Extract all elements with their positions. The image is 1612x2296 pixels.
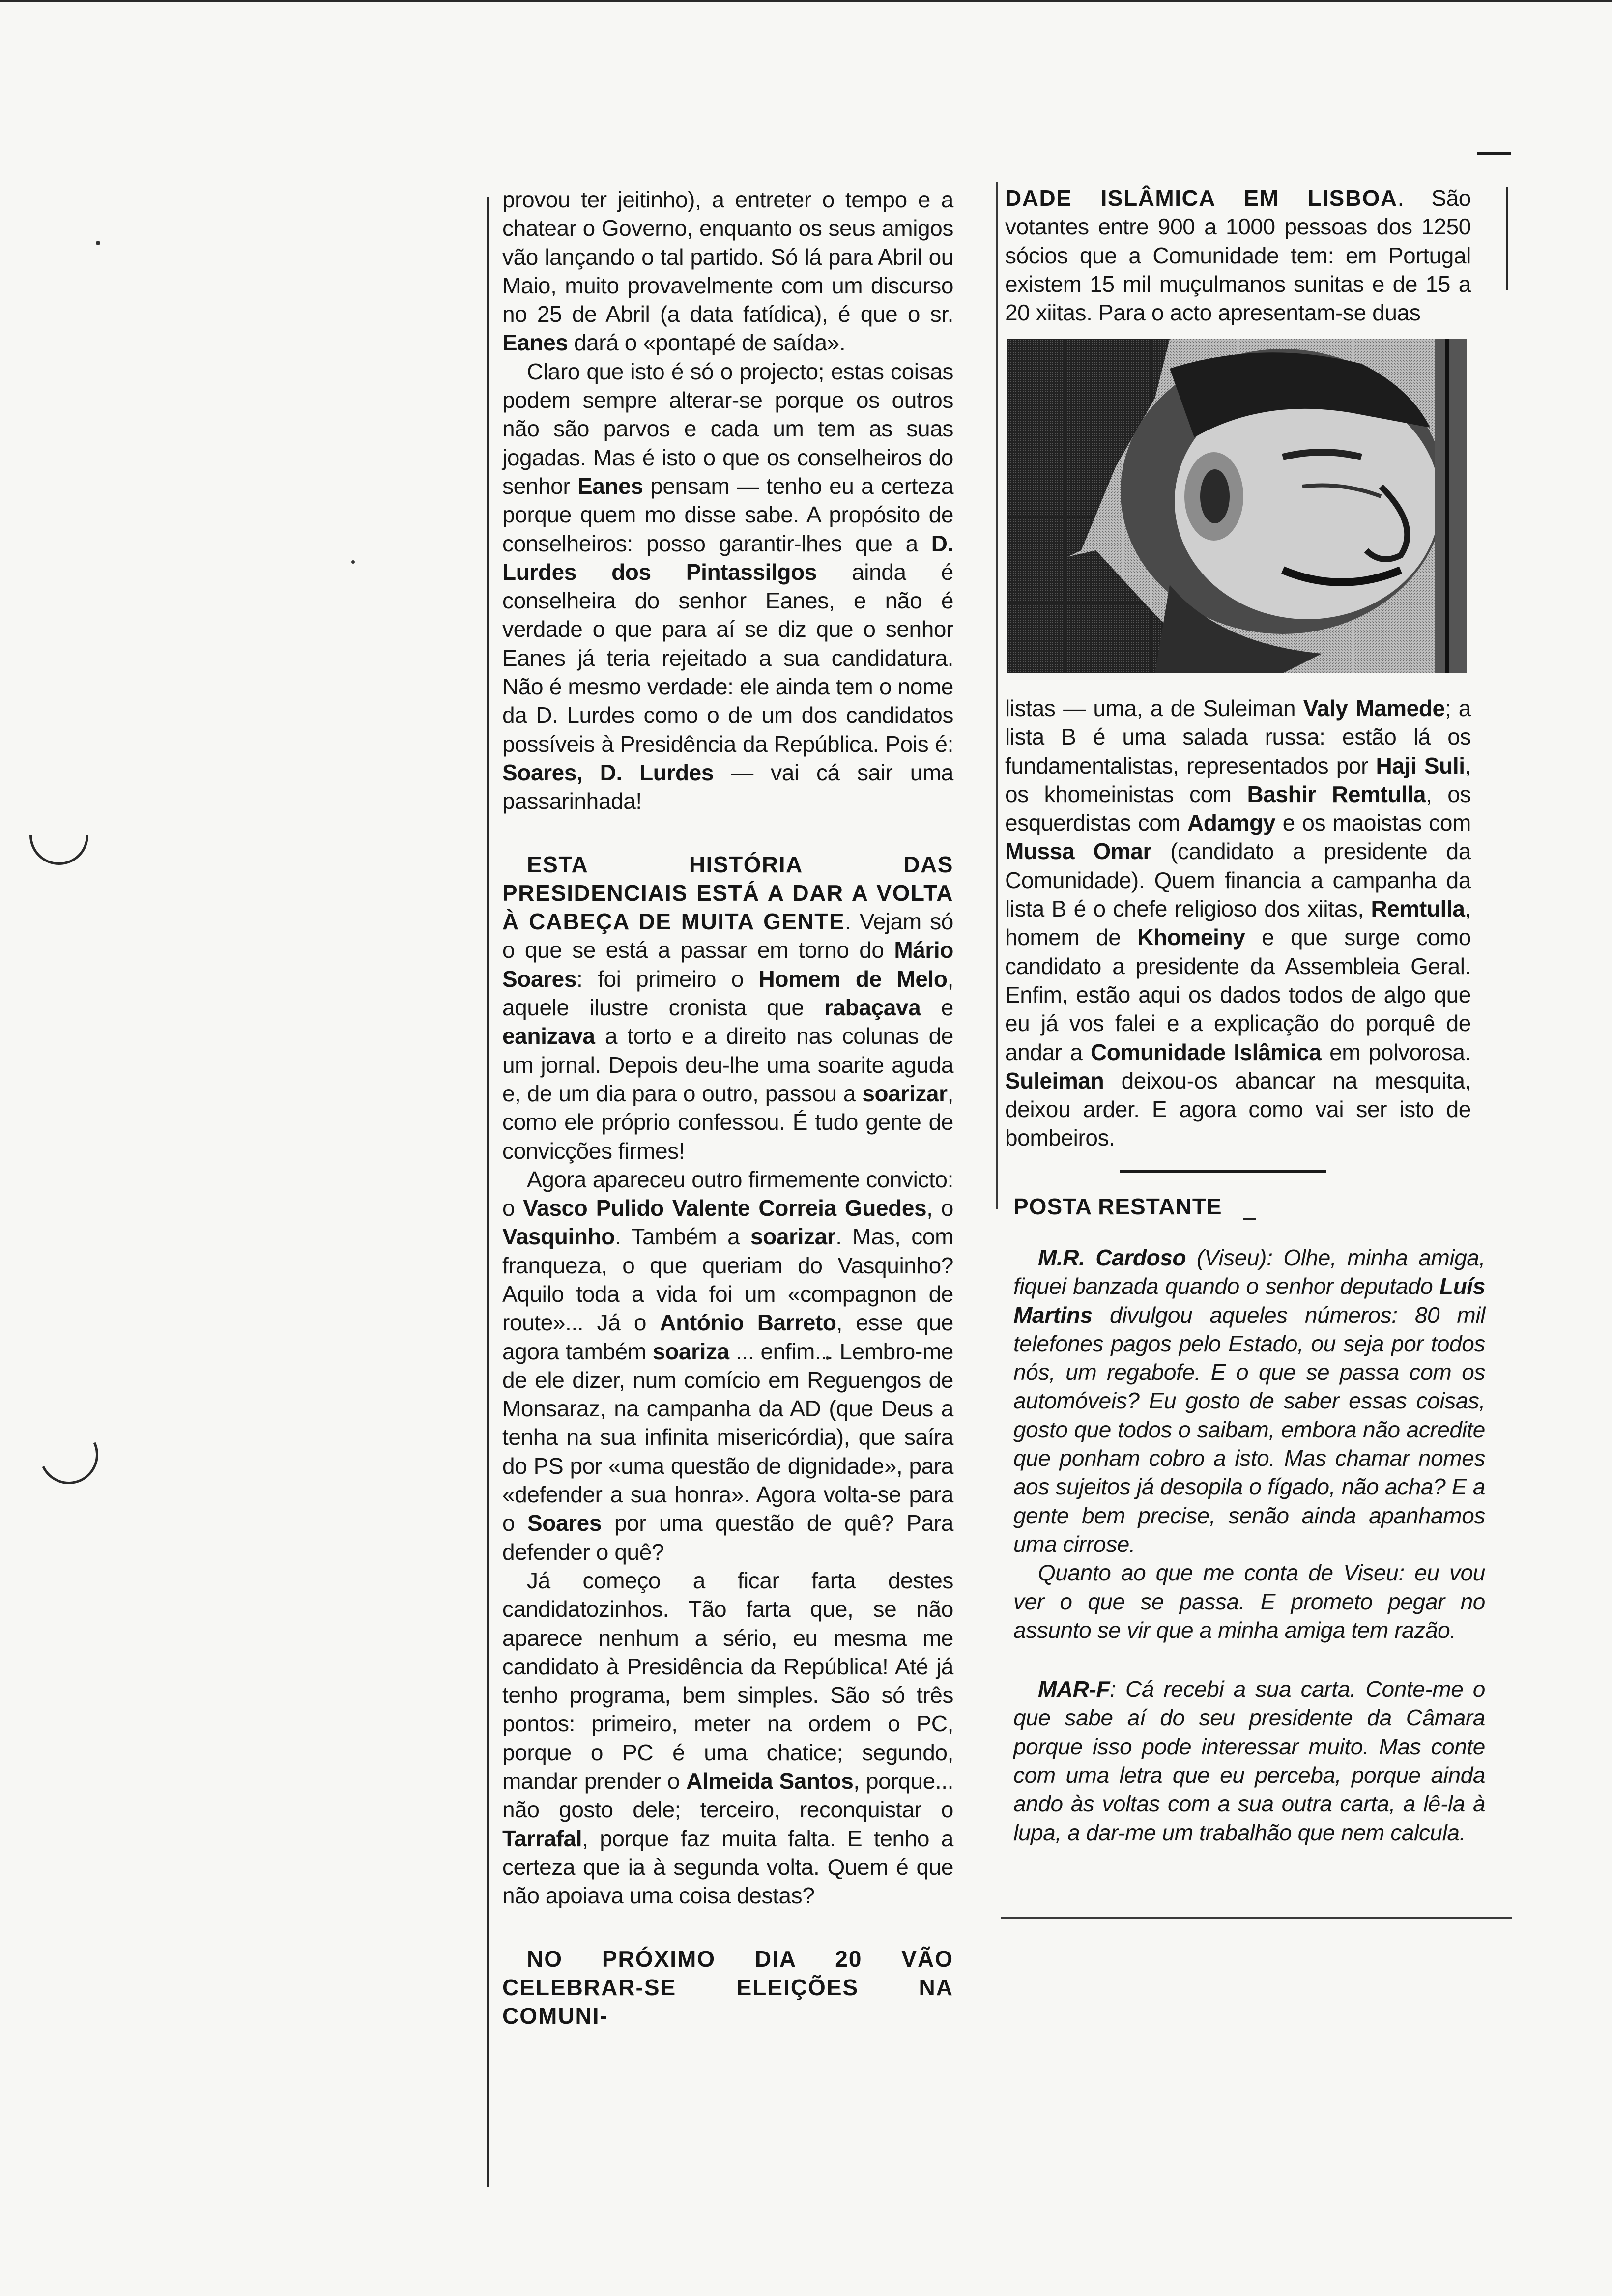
section-heading: NO PRÓXIMO DIA 20 VÃO CELEBRAR-SE ELEIÇÕES NA COMUNI-	[502, 1946, 953, 2029]
paragraph: Claro que isto é só o projecto; estas coisas podem sempre alterar-se porque os outros não são parvos e cada um tem as suas jogadas. Mas é isto o que os conselheiros do senhor Eanes pensam — tenho eu a certeza porque quem mo disse sabe. A propósito de conselheiros: posso garantir-lhes que a D. Lurdes dos Pintassilgos ainda é conselheira do senhor Eanes, e não é verdade o que para aí se diz que o senhor Eanes já teria rejeitado a sua candidatura. Não é mesmo verdade: ele ainda tem o nome da D. Lurdes como o de um dos candidatos possíveis à Presidência da República. Pois é: Soares, D. Lurdes — vai cá sair uma passarinhada!	[502, 358, 953, 814]
column-rule-left	[487, 197, 489, 2187]
posta-restante-title: POSTA RESTANTE	[1013, 1194, 1222, 1219]
column-rule-right	[1506, 187, 1508, 290]
paragraph: Agora apareceu outro firmemente convicto: o Vasco Pulido Valente Correia Guedes, o Vasquinho. Também a soarizar. Mas, com franqueza, o que queriam do Vasquinho? Aquilo toda a vida foi um «compagnon de route»... Já o António Barreto, esse que agora também soariza ... enfim... Lembro-me de ele dizer, num comício em Reguengos de Monsaraz, na campanha da AD (que Deus a tenha na sua infinita misericórdia), que saíra do PS por «uma questão de dignidade», para «defender a sua honra». Agora volta-se para o Soares por uma questão de quê? Para defender o quê?	[502, 1166, 953, 1565]
title-underline-mark	[1243, 1218, 1256, 1220]
speck	[351, 560, 355, 564]
punch-hole-mark	[31, 1417, 107, 1492]
right-column-bottom	[1005, 694, 1471, 1152]
letter-reply: MAR-F: Cá recebi a sua carta. Conte-me o que sabe aí do seu presidente da Câmara porque isso pode interessar muito. Mas conte com uma letra que eu perceba, porque ainda ando às voltas com a sua outra carta, a lê-la à lupa, a dar-me um trabalhão que nem calcula.	[1013, 1676, 1485, 1845]
section-heading: ESTA HISTÓRIA DAS PRESIDENCIAIS ESTÁ A DAR A VOLTA À CABEÇA DE MUITA GENTE	[502, 851, 953, 935]
section-divider	[1120, 1170, 1326, 1173]
corner-dash-mark	[1477, 152, 1511, 155]
left-column	[502, 185, 953, 2030]
paragraph: DADE ISLÂMICA EM LISBOA. São votantes entre 900 a 1000 pessoas dos 1250 sócios que a Comunidade tem: em Portugal existem 15 mil muçulmanos sunitas e de 15 a 20 xiitas. Para o acto apresentam-se duas	[1005, 185, 1471, 326]
punch-hole-mark	[17, 794, 101, 877]
right-column-top	[1005, 184, 1471, 327]
paragraph: Já começo a ficar farta destes candidatozinhos. Tão farta que, se não aparece nenhum a sério, eu mesma me candidato à Presidência da República! Até já tenho programa, bem simples. São só três pontos: primeiro, meter na ordem o PC, porque o PC é uma chatice; segundo, mandar prender o Almeida Santos, porque... não gosto dele; terceiro, reconquistar o Tarrafal, porque faz muita falta. E tenho a certeza que ia à segunda volta. Quem é que não apoiava uma coisa destas?	[502, 1567, 953, 1909]
letter-reply: M.R. Cardoso (Viseu): Olhe, minha amiga, fiquei banzada quando o senhor deputado Luís Martins divulgou aqueles números: 80 mil telefones pagos pelo Estado, ou seja por todos nós, um regabofe. E o que se passa com os automóveis? Eu gosto de saber essas coisas, gosto que todos o saibam, embora não acredite que ponham cobro a isto. Mas chamar nomes aos sujeitos já desopila o fígado, não acha? E a gente bem precise, senão ainda apanhamos uma cirrose.	[1013, 1245, 1485, 1557]
column-rule-middle	[996, 182, 998, 1209]
letter-reply: Quanto ao que me conta de Viseu: eu vou ver o que se passa. E prometo pegar no assunto se vir que a minha amiga tem razão.	[1013, 1560, 1485, 1643]
portrait-photo	[1008, 339, 1467, 673]
paragraph: provou ter jeitinho), a entreter o tempo e a chatear o Governo, enquanto os seus amigos vão lançando o tal partido. Só lá para Abril ou Maio, muito provavelmente com um discurso no 25 de Abril (a data fatídica), é que o sr. Eanes dará o «pontapé de saída».	[502, 187, 953, 356]
paragraph: ESTA HISTÓRIA DAS PRESIDENCIAIS ESTÁ A DAR A VOLTA À CABEÇA DE MUITA GENTE. Vejam só o que se está a passar em torno do Mário Soares: foi primeiro o Homem de Melo, aquele ilustre cronista que rabaçava e eanizava a torto e a direito nas colunas de um jornal. Depois deu-lhe uma soarite aguda e, de um dia para o outro, passou a soarizar, como ele próprio confessou. É tudo gente de convicções firmes!	[502, 851, 953, 1164]
bottom-rule	[1001, 1917, 1512, 1919]
section-heading-continued: DADE ISLÂMICA EM LISBOA	[1005, 185, 1398, 211]
speck	[96, 241, 100, 245]
paragraph: listas — uma, a de Suleiman Valy Mamede; a lista B é uma salada russa: estão lá os fundamentalistas, representados por Haji Suli, os khomeinistas com Bashir Remtulla, os esquerdistas com Adamgy e os maoistas com Mussa Omar (candidato a presidente da Comunidade). Quem financia a campanha da lista B é o chefe religioso dos xiitas, Remtulla, homem de Khomeiny e que surge como candidato a presidente da Assembleia Geral. Enfim, estão aqui os dados todos de algo que eu já vos falei e a explicação do porquê de andar a Comunidade Islâmica em polvorosa. Suleiman deixou-os abancar na mesquita, deixou arder. E agora como vai ser isto de bombeiros.	[1005, 695, 1471, 1151]
top-edge-rule	[0, 0, 1612, 2]
posta-letters	[1013, 1243, 1485, 1847]
